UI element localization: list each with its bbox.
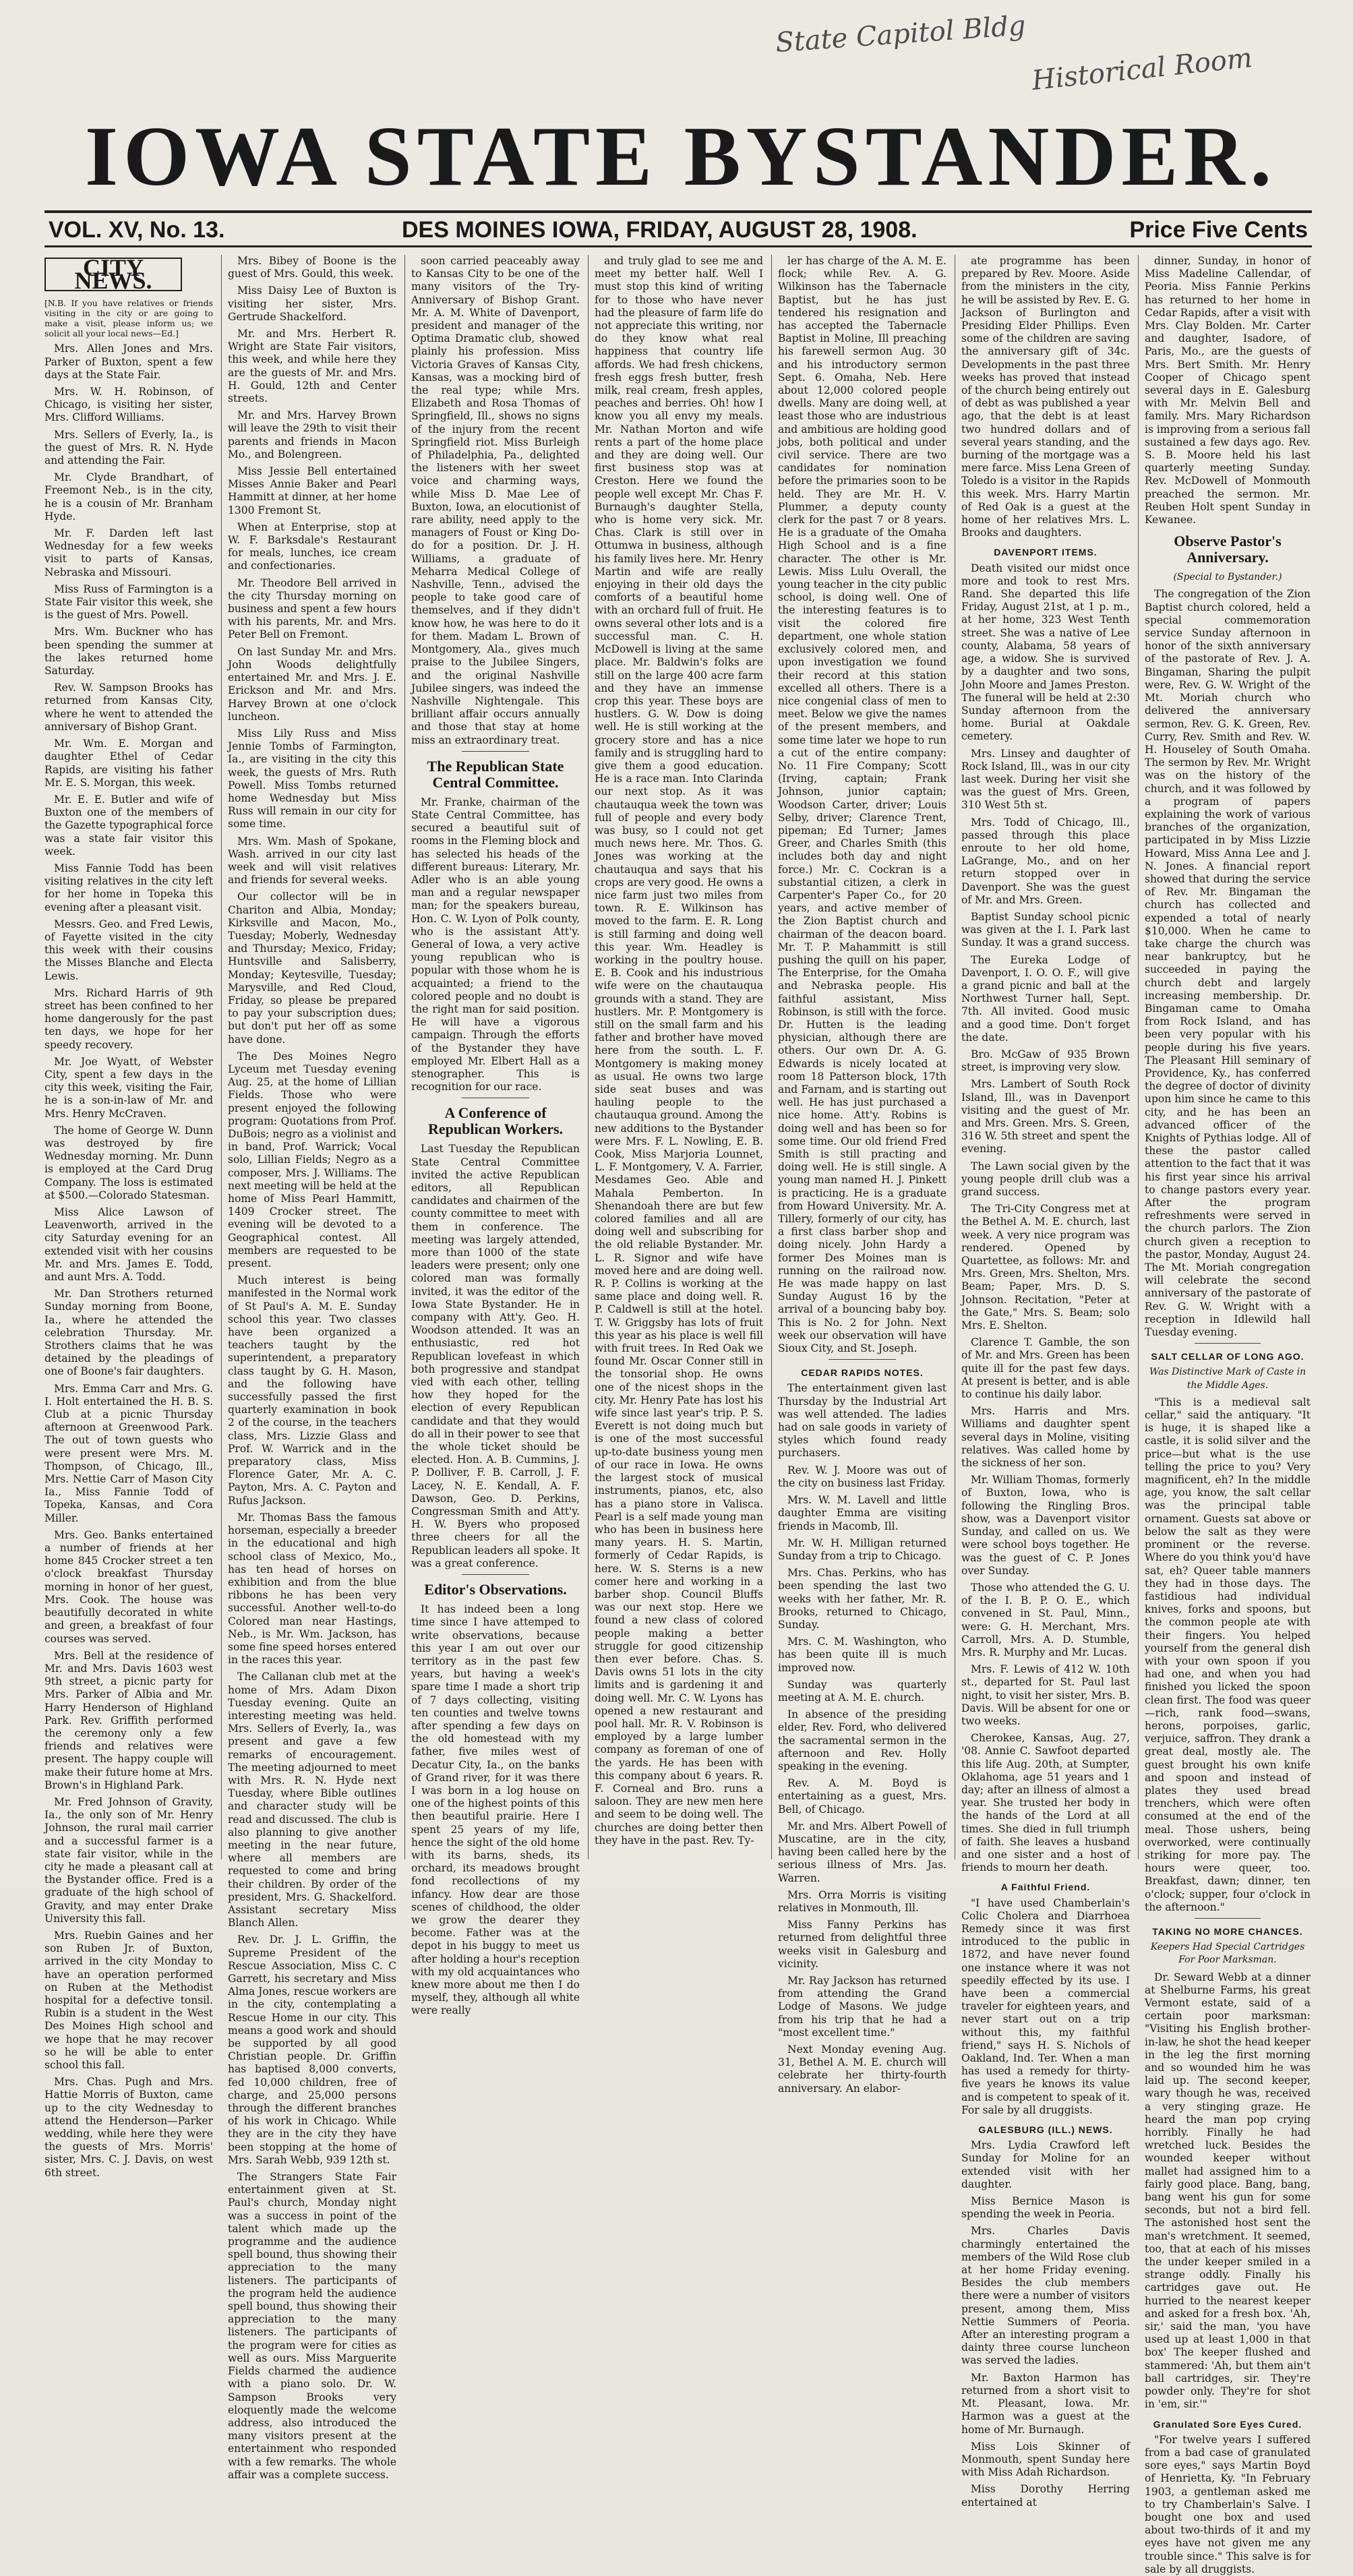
column-rule [221, 255, 222, 1859]
news-item: On last Sunday Mr. and Mrs. John Woods delightfully entertained Mr. and Mrs. J. E. Erickson and Mr. and Mrs. Harvey Brown at one o'clock luncheon. [228, 645, 396, 723]
dateline-bar [44, 210, 1312, 247]
news-item: Death visited our midst once more and took to rest Mrs. Rand. She departed this life Friday, August 21st, at 1 p. m., at her home, 323 West Tenth street. She was a native of Lee county, Alabama, 58 years of age, a widow. She is survived by a daughter and two sons, John Moore and James Preston. The funeral will be held at 2:30 Sunday afternoon from the home. Burial at Oakdale cemetery. [961, 562, 1130, 743]
news-item: Mrs. Richard Harris of 9th street has been confined to her home dangerously for the past ten days, we hope for her speedy recovery. [44, 986, 213, 1051]
divider [462, 1574, 529, 1575]
news-item: The Des Moines Negro Lyceum met Tuesday evening Aug. 25, at the home of Lillian Fields. Those who were present enjoyed the following program: Quotations from Prof. DuBois; negro as a violinist and in band, Prof. Warrick; Vocal solo, Lillian Fields; Negro as a composer, Mrs. J. Williams. The next meeting will be held at the home of Miss Pearl Hammitt, 1409 Crocker street. The evening will be devoted to a Geographical contest. All members are requested to be present. [228, 1050, 396, 1270]
divider [1195, 1918, 1261, 1919]
column-rule [404, 255, 405, 1859]
news-item: Mrs. C. M. Washington, who has been quite ill is much improved now. [778, 1636, 946, 1674]
news-item: Those who attended the G. U. of the I. B. P. O. E., which convened in St. Paul, Minn., were: G. H. Merchant, Mrs. Carroll, Mrs. A. D. Stumble, Mrs. R. Murphy and Mr. Lucas. [961, 1581, 1130, 1658]
news-item: Miss Alice Lawson of Leavenworth, arrived in the city Saturday evening for an extended visit with her cousins Mr. and Mrs. James E. Todd, and aunt Mrs. A. Todd. [44, 1206, 213, 1284]
column-rule [588, 255, 589, 1859]
news-item: Mrs. Charles Davis charmingly entertained the members of the Wild Rose club at her home Friday evening. Besides the club members there were a number of visitors present, among them, Miss Nettie Summers of Peoria. After an interesting program a dainty three course luncheon was served the ladies. [961, 2225, 1130, 2367]
news-item: Mrs. Lambert of South Rock Island, Ill., was in Davenport visiting and the guest of Mr. and Mrs. Green. Mrs. S. Green, 316 W. 5th street and spent the evening. [961, 1078, 1130, 1156]
news-item: Rev. W. J. Moore was out of the city on business last Friday. [778, 1464, 946, 1489]
news-item: Mrs. Allen Jones and Mrs. Parker of Buxton, spent a few days at the State Fair. [44, 342, 213, 381]
col2-items [228, 255, 396, 2482]
news-item: Mrs. Chas. Perkins, who has been spending the last two weeks with her father, Mr. R. Brooks, returned to Chicago, Sunday. [778, 1567, 946, 1631]
news-item: In absence of the presiding elder, Rev. Ford, who delivered the sacramental sermon in the afternoon and Rev. Holly speaking in the evening. [778, 1708, 946, 1772]
article-subheading: Was Distinctive Mark of Caste in the Middle Ages. [1149, 1367, 1306, 1391]
article-continuation: ate programme has been prepared by Rev. Moore. Aside from the ministers in the city, he will be assisted by Rev. E. G. Jackson of Burlington and Presiding Elder Phillips. Even some of the children are saving the anniversary gift of 34c. Developments in the past three weeks has proved that instead of the church being entirely out of debt as was published a year ago, that the debt is at least two hundred dollars and of several years standing, and the burning of the mortgage was a mere farce. Miss Lena Green of Toledo is a visitor in the Rapids this week. Mrs. Harry Martin of Red Oak is a guest at the home of her relatives Mrs. L. Brooks and daughters. [961, 255, 1130, 539]
news-item: The entertainment given last Thursday by the Industrial Art was well attended. The ladies had on sale goods in variety of styles which found ready purchasers. [778, 1382, 946, 1460]
news-item: Mrs. Chas. Pugh and Mrs. Hattie Morris of Buxton, came up to the city Wednesday to attend the Henderson—Parker wedding, while here they were the guests of Mrs. Morris' sister, Mrs. C. J. Davis, on west 6th street. [44, 2076, 213, 2179]
column-4 [595, 255, 763, 1859]
news-item: Mrs. Harris and Mrs. Williams and daughter spent several days in Moline, visiting relatives. Was called home by the sickness of her son. [961, 1405, 1130, 1470]
news-item: Miss Dorothy Herring entertained at [961, 2483, 1130, 2509]
article-continuation: dinner, Sunday, in honor of Miss Madeline Callendar, of Peoria. Miss Fannie Perkins has returned to her home in Cedar Rapids, after a visit with Mrs. Clay Bolden. Mr. Carter and daughter, Isadore, of Paris, Mo., are the guests of Mrs. Bert Smith. Mr. Henry Cooper of Chicago spent several days in E. Galesburg with Mr. Melvin Bell and family. Mrs. Mary Richardson is improving from a serious fall sustained a few days ago. Rev. S. B. Moore held his last quarterly meeting Sunday. Rev. McDowell of Monmouth preached the sermon. Mr. Reuben Holt spent Sunday in Kewanee. [1145, 255, 1311, 527]
news-item: Miss Fanny Perkins has returned from delightful three weeks visit in Galesburg and vicinity. [778, 1919, 946, 1970]
news-item: Mrs. Todd of Chicago, Ill., passed through this place enroute to her old home, LaGrange, Mo., and on her return stopped over in Davenport. She was the guest of Mr. and Mrs. Green. [961, 816, 1130, 906]
news-item: Much interest is being manifested in the Normal work of St Paul's A. M. E. Sunday school this year. Two classes have been organized a teachers taught by the superintendent, a preparatory class taught by G. H. Mason, and the following have successfully passed the first quarterly examination in book 2 of the course, in the teachers class, Mrs. Lizzie Glass and Prof. W. Warrick and in the preparatory class, Miss Florence Gater, Mr. A. C. Payton, Mrs. A. C. Payton and Rufus Jackson. [228, 1274, 396, 1507]
news-item: Mr. Baxton Harmon has returned from a short visit to Mt. Pleasant, Iowa. Mr. Harmon was a guest at the home of Mr. Burnaugh. [961, 2371, 1130, 2436]
handwritten-annotation-2: Historical Room [1030, 42, 1254, 97]
article-heading: The Republican State Central Committee. [427, 757, 564, 791]
editor-note: [N.B. If you have relatives or friends visiting in the city or are going to make a visit, please inform us; we solicit all your local news—Ed.] [44, 298, 213, 339]
article-heading: Observe Pastor's Anniversary. [1174, 533, 1282, 566]
divider [1195, 1343, 1261, 1344]
article-continuation: soon carried peaceably away to Kansas City to be one of the many visitors of the Try-Anniversary of Bishop Grant. Mr. A. M. White of Davenport, president and manager of the Optima Dramatic club, showed plainly his profession. Miss Victoria Graves of Kansas City, Kansas, was a mocking bird of the real type; while Mrs. Elizabeth and Rosa Thomas of Springfield, Ill., shows no signs of the injury from the recent Springfield riot. Miss Burleigh of Philadelphia, Pa., delighted the listeners with her sweet voice and charming ways, while Miss D. Mae Lee of Buxton, Iowa, an elocutionist of rare ability, need apply to the managers of Foust or King Do-do for a position. Dr. J. H. Williams, a graduate of Meharra Medical College of Nashville, Tenn., advised the people to take good care of themselves, and if they didn't know how, he was here to do it for them. Madam L. Brown of Montgomery, Ala., gives much praise to the Jubilee Singers, and the original Nashville Jubilee singers, was indeed the Nashville Nightengale. This brilliant affair occurs annually and those that stay at home miss an extraordinary treat. [411, 255, 580, 746]
news-item: Rev. Dr. J. L. Griffin, the Supreme President of the Rescue Association, Miss C. C Garrett, his secretary and Miss Alma Jones, rescue workers are in the city, contemplating a Rescue Home in our city. This means a good work and should be supported by all good Christian people. Dr. Griffin has baptised 8,000 converts, fed 10,000 children, free of charge, and 25,000 persons through the different branches of his work in Chicago. While they are in the city they have been stopping at the home of Mrs. Sarah Webb, 939 12th st. [228, 1934, 396, 2166]
article-heading: A Conference of Republican Workers. [427, 1104, 564, 1138]
news-item: Rev. A. M. Boyd is entertaining as a guest, Mrs. Bell, of Chicago. [778, 1777, 946, 1816]
news-item: Mr. F. Darden left last Wednesday for a few weeks visit to parts of Kansas, Nebraska and Missouri. [44, 527, 213, 578]
news-item: The Eureka Lodge of Davenport, I. O. O. F., will give a grand picnic and ball at the Northwest Turner hall, Sept. 7th. All invited. Good music and a good time. Don't forget the date. [961, 953, 1130, 1044]
section-heading: Granulated Sore Eyes Cured. [1153, 2418, 1302, 2430]
news-item: Mr. W. H. Milligan returned Sunday from a trip to Chicago. [778, 1536, 946, 1562]
news-item: Mr. Dan Strothers returned Sunday morning from Boone, Ia., where he attended the celebration Thursday. Mr. Strothers claims that he was detained by the pleadings of one of Boone's fair daughters. [44, 1288, 213, 1378]
col1-items [44, 342, 213, 2179]
news-item: Next Monday evening Aug. 31, Bethel A. M. E. church will celebrate her thirty-fourth anniversary. An elabor- [778, 2043, 946, 2095]
news-item: Mr. Theodore Bell arrived in the city Thursday morning on business and spent a few hours with his parents, Mr. and Mrs. Peter Bell on Fremont. [228, 576, 396, 641]
news-item: Mrs. Ruebin Gaines and her son Ruben Jr. of Buxton, arrived in the city Monday to have an operation performed on Ruben at the Methodist hospital for a defective tonsil. Rubin is a student in the West Des Moines High school and we hope that he may recover so he will be able to enter school this fall. [44, 1929, 213, 2071]
news-item: Mr. Wm. E. Morgan and daughter Ethel of Cedar Rapids, are visiting his father Mr. E. S. Morgan, this week. [44, 738, 213, 789]
place-date: DES MOINES IOWA, FRIDAY, AUGUST 28, 1908. [402, 217, 918, 243]
handwritten-annotation: State Capitol Bldg [774, 10, 1027, 59]
news-item: Mrs. W. H. Robinson, of Chicago, is visiting her sister, Mrs. Clifford Williams. [44, 386, 213, 424]
column-7 [1145, 255, 1311, 2575]
column-3 [411, 255, 580, 2017]
news-item: Mr. William Thomas, formerly of Buxton, Iowa, who is following the Ringling Bros. show, was a Davenport visitor Sunday, and called on us. We were school boys together. He was the guest of C. P. Jones over Sunday. [961, 1474, 1130, 1577]
news-item: Miss Daisy Lee of Buxton is visiting her sister, Mrs. Gertrude Shackelford. [228, 284, 396, 323]
news-item: Sunday was quarterly meeting at A. M. E. church. [778, 1678, 946, 1704]
news-item: Miss Russ of Farmington is a State Fair visitor this week, she is the guest of Mrs. Powell. [44, 582, 213, 622]
masthead-title: IOWA STATE BYSTANDER. [85, 110, 1277, 204]
news-item: Mr. and Mrs. Harvey Brown will leave the 29th to visit their parents and friends in Macon Mo., and Bolengreen. [228, 409, 396, 460]
news-item: Mrs. Orra Morris is visiting relatives in Monmouth, Ill. [778, 1888, 946, 1914]
article-body: "This is a medieval salt cellar," said the antiquary. "It is huge, it is shaped like a castle, it is solid silver and the price—but what is the use telling the price to you? Very magnificent, eh? In the middle age, you know, the salt cellar was the principal table ornament. Guests sat above or below the salt as they were prominent or the reverse. Where do you think you'd have sat, eh? Queer table manners they had in those days. The fastidious had individual knives, forks and spoons, but the common people ate with their fingers. You helped yourself from the general dish with your own spoon if you had one, and when you had finished you licked the spoon clean first. The food was queer—rich, rank food—swans, herons, porpoises, garlic, verjuice, saffron. They drank a great deal, mostly ale. The guest brought his own knife and spoon and instead of plates they used bread trenchers, which were often consumed at the end of the meal. Those ushers, being overworked, were continually striking for more pay. The hours were queer, too. Breakfast, dawn; dinner, ten o'clock; supper, four o'clock in the afternoon." [1145, 1396, 1311, 1913]
news-item: Mr. Joe Wyatt, of Webster City, spent a few days in the city this week, visiting the Fair, he is a son-in-law of Mr. and Mrs. Henry McCraven. [44, 1055, 213, 1120]
news-item: The Callanan club met at the home of Mrs. Adam Dixon Tuesday evening. Quite an interesting meeting was held. Mrs. Sellers of Everly, Ia., was present and gave a few remarks of encouragement. The meeting adjourned to meet with Mrs. R. N. Hyde next Tuesday, where Bible outlines and character study will be read and discussed. The club is also planning to give another meeting in the near future, where all members are requested to come and bring their children. By order of the president, Mrs. G. Shackelford. Assistant secretary Miss Blanch Allen. [228, 1671, 396, 1929]
news-item: Our collector will be in Chariton and Albia, Monday; Kirksville and Macon, Mo., Tuesday; Moberly, Wednesday and Thursday; Mexico, Friday; Huntsville and Salisberry, Monday; Keytesville, Tuesday; Marysville, and Red Cloud, Friday, so please be prepared to pay your subscription dues; but don't put her off as some have done. [228, 891, 396, 1046]
column-6 [961, 255, 1130, 2509]
divider [829, 1359, 896, 1360]
section-heading: DAVENPORT ITEMS. [994, 547, 1098, 558]
column-rule [1138, 255, 1139, 1859]
news-item: Mrs. Lydia Crawford left Sunday for Moline for an extended visit with her daughter. [961, 2139, 1130, 2190]
article-subheading: Keepers Had Special Cartridges For Poor Marksman. [1150, 1942, 1305, 1966]
article-body: ler has charge of the A. M. E. flock; while Rev. A. G. Wilkinson has the Tabernacle Baptist, but he has just tendered his resignation and has accepted the Tabernacle Baptist in Moline, Ill preaching his farewell sermon Aug. 30 and his introductory sermon Sept. 6. Omaha, Neb. Here about 12,000 colored people dwells. Many are doing well, at least those who are industrious and ambitious are holding good jobs, both political and under civil service. There are two candidates for nomination before the primaries soon to be held. They are Mr. H. V. Plummer, a deputy county clerk for the past 7 or 8 years. He is a graduate of the Omaha High School and is a fine character. The other is Mr. Lewis. Miss Lulu Overall, the young teacher in the city public school, is doing well. One of the interesting features is to visit the colored fire department, one whole station exclusively colored men, and upon investigation we found their record at this station excelled all others. There is a nice congenial class of men to meet. Below we give the names of the present members, and some time later we hope to run a cut of the entire company: No. 11 Fire Company; Scott (Irving, captain; Frank Johnson, junior captain; Woodson Carter, driver; Louis Selby, driver; Clarence Trent, pipeman; Ed Turner; James Greer, and Charles Smith (this includes both day and night force.) Mr. C. Cockran is a substantial citizen, a clerk in Carpenter's Paper Co., for 20 years, and active member of the Zion Baptist church and chairman of the deacon board. Mr. T. P. Mahammitt is still pushing the quill on his paper, The Enterprise, for the Omaha and Nebraska people. His faithful assistant, Miss Robinson, is still with the force. Dr. Hutten is the leading physician, although there are others. Our own Dr. A. G. Edwards is nicely located at room 18 Patterson block, 17th and Farnam, and is starting out well. He has just purchased a nice home. Att'y. Robins is doing well and has been so for some time. Our old friend Fred Smith is still practing and doing well. He is still single. A young man named H. J. Pinkett is practicing. He is a graduate from Howard University. Mr. A. Tillery, formerly of our city, has a first class barber shop and doing nicely. John Hardy a former Des Moines man is running on the railroad now. He was made happy on last Sunday August 16 by the arrival of a bouncing baby boy. This is No. 2 for John. Next week our observation will have Sioux City, and St. Joseph. [778, 255, 946, 1355]
section-heading: SALT CELLAR OF LONG AGO. [1151, 1351, 1304, 1362]
article-columns [44, 254, 1312, 2575]
advertisement: "I have used Chamberlain's Colic Cholera and Diarrhoea Remedy since it was first introduced to the public in 1872, and have never found one instance where it was not speedily effected by its use. I have been a commercial traveler for eighteen years, and never start out on a trip without this, my faithful friend," says H. S. Nichols of Oakland, Ind. Ter. When a man has used a remedy for thirty-five years he knows its value and is competent to speak of it. For sale by all druggists. [961, 1896, 1130, 2116]
article-body: Last Tuesday the Republican State Central Committee invited the active Republican editors, all Republican candidates and chairmen of the county committee to meet with them in conference. The meeting was largely attended, more than 1000 of the state leaders were present; only one colored man was formally invited, it was the editor of the Iowa State Bystander. He in company with Att'y. Geo. H. Woodson attended. It was an enthusiastic, red hot Republican lovefeast in which both progressive and standpat vied with each other, telling how they hoped for the election of every Republican candidate and that they would do all in their power to see that the whole ticket should be elected. Hon. A. B. Cummins, J. P. Dolliver, F. B. Carroll, J. F. Lacey, N. E. Kendall, A. F. Dawson, Geo. D. Perkins, Congressman Smith and Att'y. H. W. Byers who proposed three cheers for all the Republican leaders all spoke. It was a great conference. [411, 1143, 580, 1569]
price-label: Price Five Cents [1129, 217, 1308, 243]
news-item: Miss Fannie Todd has been visiting relatives in the city left for her home in Topeka this evening after a pleasant visit. [44, 862, 213, 913]
column-rule [771, 255, 772, 1859]
article-heading: Editor's Observations. [424, 1581, 567, 1598]
col5-items [778, 1382, 946, 2095]
news-item: The home of George W. Dunn was destroyed by fire Wednesday morning. Mr. Dunn is employed at the Card Drug Company. The loss is estimated at $500.—Colorado Statesman. [44, 1124, 213, 1201]
col6-items [961, 562, 1130, 1728]
article-body: and truly glad to see me and meet my better half. Well I must stop this kind of writing for to those who have never had the pleasure of farm life do not appreciate this writing, nor do they know what real happiness that country life affords. We had fresh chickens, fresh eggs fresh butter, fresh milk, real cream, fresh apples, peaches and berries. Oh! how I know you all envy my meals. Mr. Nathan Morton and wife rents a part of the home place and they are doing well. Our first business stop was at Creston. Here we found the people well except Mr. Chas F. Burnaugh's daughter Stella, who is home very sick. Mr. Chas. Clark is still over in Ottumwa in business, although his family lives here. Mr. Henry Martin and wife are really enjoying in their old days the comforts of a beautiful home with an orchard full of fruit. He owns several other lots and is a successful man. C. H. McDowell is living at the same place. Mr. Baldwin's folks are still on the large 400 acre farm and they have an immense crop this year. These boys are hustlers. G. W. Dow is doing well. He is still working at the grocery store and has a nice family and is struggling hard to give them a good education. He is a race man. Into Clarinda our next stop. As it was chautauqua week the town was full of people and every body was busy, so I could not get much news here. Mr. Thos. G. Jones was working at the chautauqua and says that his crops are very good. He owns a nice farm just two miles from town. R. E. Wilkinson has moved to the farm. E. R. Long is still farming and doing well this year. Wm. Headley is working in the poultry house. E. B. Cook and his industrious wife were on the chautauqua grounds with a stand. They are hustlers. Mr. P. Montgomery is still on the small farm and his father and brother have moved here from the south. L. F. Montgomery is making money as usual. He owns two large side seat buses and was hauling people to the chautauqua ground. Among the new additions to the Bystander were Mrs. F. L. Nowling, E. B. Cook, Miss Marjoria Lounnet, L. F. Montgomery, V. A. Farrier, Mesdames Geo. Able and Mahala Pemberton. In Shenandoah there are but few colored families and all are doing well and subscribing for the old reliable Bystander. Mr. L. R. Signor and wife have moved here and are doing well. R. P. Collins is working at the same place and doing well. R. P. Caldwell is still at the hotel. T. W. Griggsby has lots of fruit this year as his place is well fill with fruit trees. In Red Oak we found Mr. Oscar Conner still in the tonsorial shop. He owns one of the nicest shops in the city. Mr. Henry Pate has lost his wife since last year's trip. P. S. Everett is not doing much but is one of the most successful up-to-date business young men of our race in Iowa. He owns the largest stock of musical instruments, pianos, etc, also has a piano store in Valisca. Pearl is a self made young man who has been in business here many years. H. S. Martin, formerly of Cedar Rapids, is here. W. S. Sterns is a new comer here and working in a barber shop. Council Bluffs was our next stop. Here we found a new class of colored people making a better struggle for good citizenship then ever before. Chas. S. Davis owns 51 lots in the city limits and is gardening it and doing well. Mr. C. W. Lyons has opened a new restaurant and pool hall. Mr. R. V. Robinson is employed by a large lumber company as foreman of one of the yards. He has been with this company about 6 years. R. F. Corneal and Bro. runs a saloon. They are new men here and seem to be doing well. The churches are doing better then they have in the past. Rev. Ty- [595, 255, 763, 1847]
article-body: The congregation of the Zion Baptist church colored, held a special commemoration service Sunday afternoon in honor of the sixth anniversary of the pastorate of Rev. J. A. Bingaman, Sharing the pulpit were, Rev. G. W. Wright of the Mt. Moriah church who delivered the anniversary sermon, Rev. G. K. Green, Rev. Curry, Rev. Smith and Rev. W. H. Houseley of South Omaha. The sermon by Rev. Mr. Wright was on the history of the church, and it was followed by a program of papers explaining the work of various branches of the organization, participated in by Miss Lizzie Howard, Miss Anna Lee and J. N. Jones. A financial report showed that during the service of Rev. Mr. Bingaman the church has collected and expended a total of nearly $10,000. When he came to take charge the church was near bankruptcy, but he succeeded in paying the church debt and largely increasing membership. Dr. Bingaman came to Omaha from Rock Island, and has been very popular with his people during his five years. The Pleasant Hill seminary of Providence, Ky., has conferred the degree of doctor of divinity upon him since he came to this city, and he has been an advanced officer of the Knights of Pythias lodge. All of these the pastor called attention to the fact that it was his first year since his arrival to change pastors every year. After the program refreshments were served in the church parlors. The Zion church given a reception to the pastor, Monday, August 24. The Mt. Moriah congregation will celebrate the second anniversary of the pastorate of Rev. G. W. Wright with a reception in Idlewild hall Tuesday evening. [1145, 588, 1311, 1339]
city-news-heading: CITY NEWS. [44, 258, 182, 291]
news-item: Mr. E. E. Butler and wife of Buxton one of the members of the Gazette typographical force was a state fair visitor this week. [44, 793, 213, 858]
news-item: Mrs. Linsey and daughter of Rock Island, Ill., was in our city last week. During her visit she was the guest of Mrs. Green, 310 West 5th st. [961, 747, 1130, 812]
news-item: Mrs. Wm. Buckner who has been spending the summer at the lakes returned home Saturday. [44, 626, 213, 678]
news-item: Miss Lois Skinner of Monmouth, spent Sunday here with Miss Adah Richardson. [961, 2440, 1130, 2479]
news-item: Mr. Clyde Brandhart, of Freemont Neb., is in the city, he is a cousin of Mr. Branham Hyde. [44, 471, 213, 522]
news-item: Mr. Thomas Bass the famous horseman, especially a breeder in the educational and high school class of Mexico, Mo., has ten head of horses on exhibition and from the blue ribbons he has been very successful. Another well-to-do Colored man near Hastings, Neb., is Mr. Wm. Jackson, has some fine speed horses entered in the races this year. [228, 1511, 396, 1667]
news-item: The Lawn social given by the young people drill club was a grand success. [961, 1160, 1130, 1199]
news-item: Miss Lily Russ and Miss Jennie Tombs of Farmington, Ia., are visiting in the city this week, the guests of Mrs. Ruth Powell. Miss Tombs returned home Wednesday but Miss Russ will remain in our city for some time. [228, 727, 396, 831]
article-subheading: (Special to Bystander.) [1173, 572, 1282, 583]
news-item: Mrs. Wm. Mash of Spokane, Wash. arrived in our city last week and will visit relatives and friends for several weeks. [228, 835, 396, 887]
news-item: Miss Bernice Mason is spending the week in Peoria. [961, 2195, 1130, 2221]
news-item: Mr. Ray Jackson has returned from attending the Grand Lodge of Masons. We judge from his trip that he had a "most excellent time." [778, 1975, 946, 2039]
news-item: Mrs. F. Lewis of 412 W. 10th st., departed for St. Paul last night, to visit her sister, Mrs. B. Davis. Will be absent for one or two weeks. [961, 1663, 1130, 1727]
news-item: Mr. Fred Johnson of Gravity, Ia., the only son of Mr. Henry Johnson, the rural mail carrier and a successful farmer is a state fair visitor, while in the city he made a pleasant call at the Bystander office. Fred is a graduate of the high school of Gravity, and may enter Drake University this fall. [44, 1795, 213, 1925]
news-item: Rev. W. Sampson Brooks has returned from Kansas City, where he went to attended the anniversary of Bishop Grant. [44, 682, 213, 733]
news-item: Mrs. Bibey of Boone is the guest of Mrs. Gould, this week. [228, 255, 396, 280]
section-heading: TAKING NO MORE CHANCES. [1152, 1925, 1303, 1937]
obituary: Cherokee, Kansas, Aug. 27, '08. Annie C. Sawfoot departed this life Aug. 20th, at Sumpter, Oklahoma, age 51 years and 1 day; after an illness of almost a year. She trusted her body in the hands of the Lord at all times. She died in full triumph of faith. She leaves a husband and one sister and a host of friends to mourn her death. [961, 1732, 1130, 1874]
news-item: Mrs. Geo. Banks entertained a number of friends at her home 845 Crocker street a ten o'clock breakfast Thursday morning in honor of her guest, Mrs. Cook. The house was beautifully decorated in white and green, a breakfast of four courses was served. [44, 1528, 213, 1645]
news-item: When at Enterprise, stop at W. F. Barksdale's Restaurant for meals, lunches, ice cream and confectionaries. [228, 520, 396, 572]
news-item: Messrs. Geo. and Fred Lewis, of Fayette visited in the city this week with their cousins the Misses Blanche and Electa Lewis. [44, 918, 213, 982]
news-item: Mrs. W. M. Lavell and little daughter Emma are visiting friends in Macomb, Ill. [778, 1494, 946, 1532]
news-item: Mrs. Emma Carr and Mrs. G. I. Holt entertained the H. B. S. Club at a picnic Thursday afternoon at Greenwood Park. The out of town guests who were present were Mrs. M. Thompson, of Chicago, Ill., Mrs. Nettie Carr of Mason City Ia., Miss Fannie Todd of Topeka, Kansas, and Cora Miller. [44, 1382, 213, 1524]
news-item: Mrs. Bell at the residence of Mr. and Mrs. Davis 1603 west 9th street, a picnic party for Mrs. Parker of Albia and Mr. Harry Henderson of Highland Park. Rev. Griffith performed the ceremony only a few friends and relatives were present. The happy couple will make their future home at Mrs. Brown's in Highland Park. [44, 1649, 213, 1791]
news-item: Clarence T. Gamble, the son of Mr. and Mrs. Green has been quite ill for the past few days. At present is better, and is able to continue his daily labor. [961, 1336, 1130, 1401]
section-heading: CEDAR RAPIDS NOTES. [801, 1367, 924, 1379]
article-body: Dr. Seward Webb at a dinner at Shelburne Farms, his great Vermont estate, said of a certain poor marksman: "Visiting his English brother-in-law, he shot the head keeper in the leg the first morning and so wounded him he was laid up. The second keeper, wary though he was, received a very stinging graze. He heard the man pop crying horribly. Finally he had wretched luck. Besides the wounded keeper without mallet had assigned him to a fairly good place. Bang, bang, bang went his gun for some seconds, but not a bird fell. The astonished host sent the man's wretchment. It seemed, too, that at each of his misses the under keeper smiled in a strange oddly. Finally his cartridges gave out. He hurried to the nearest keeper and asked for a fresh box. 'Ah, sir,' said the man, 'you have used up at least 1,000 in that box' The keeper flushed and stammered: 'Ah, but them ain't ball cartridges, sir. They're powder only. They're for shot in 'em, sir.'" [1145, 1971, 1311, 2411]
news-item: Bro. McGaw of 935 Brown street, is improving very slow. [961, 1048, 1130, 1074]
news-item: The Tri-City Congress met at the Bethel A. M. E. church, last week. A very nice program was rendered. Opened by Quartettee, as follows: Mr. and Mrs. Green, Mrs. Shelton, Mrs. Beam; Paper, Mrs. D. S. Johnson. Recitation, "Peter at the Gate," Mrs. S. Beam; solo Mrs. E. Shelton. [961, 1203, 1130, 1332]
article-body: It has indeed been a long time since I have attemped to write observations, because this year I am out over our territory as in the past few years, but having a week's spare time I made a short trip of 7 days collecting, visiting ten counties and twelve towns after spending a few days on the old homestead with my father, five miles west of Decatur City, Ia., on the banks of Grand river, for it was there I was born in a log house on one of the highest points of this then beautiful prairie. Here I spent 25 years of my life, hence the sight of the old home with its barns, sheds, its orchard, its meadows brought fond recollections of my infancy. How dear are those scenes of childhood, the older we grow the dearer they become. Father was at the depot in his buggy to meet us after holding a hour's reception with my old acquaintances who knew more about me then I do myself, they, although all white were really [411, 1603, 580, 2017]
col6-items-2 [961, 2139, 1130, 2509]
news-item: Miss Jessie Bell entertained Misses Annie Baker and Pearl Hammitt at dinner, at her home 1300 Fremont St. [228, 465, 396, 516]
section-heading: A Faithful Friend. [1000, 1882, 1091, 1893]
advertisement: "For twelve years I suffered from a bad case of granulated sore eyes," says Martin Boyd of Henrietta, Ky. "In February 1903, a gentleman asked me to try Chamberlain's Salve. I bought one box and used about two-thirds of it and my eyes have not given me any trouble since." This salve is for sale by all druggists. [1145, 2433, 1311, 2575]
news-item: Baptist Sunday school picnic was given at the I. I. Park last Sunday. It was a grand success. [961, 910, 1130, 949]
column-5 [778, 255, 946, 2095]
news-item: Mrs. Sellers of Everly, Ia., is the guest of Mrs. R. N. Hyde and attending the Fair. [44, 428, 213, 467]
section-heading: GALESBURG (ILL.) NEWS. [978, 2124, 1113, 2136]
news-item: The Strangers State Fair entertainment given at St. Paul's church, Monday night was a success in point of the talent which made up the programme and the audience spell bound, thus showing their appreciation to the many listeners. The participants of the program held the audience spell bound, thus showing their appreciation to the many listeners. The participants of the program were for cities as well as ours. Miss Marguerite Fields charmed the audience with a piano solo. Dr. W. Sampson Brooks very eloquently made the welcome address, also introduced the many visitors present at the entertainment who responded with a few remarks. The whole affair was a complete success. [228, 2171, 396, 2481]
column-1 [44, 254, 213, 2179]
news-item: Mr. and Mrs. Herbert R. Wright are State Fair visitors, this week, and while here they are the guests of Mr. and Mrs. H. Gould, 12th and Center streets. [228, 328, 396, 405]
column-2 [228, 255, 396, 2481]
article-body: Mr. Franke, chairman of the State Central Committee, has secured a beautiful suit of rooms in the Fleming block and has selected his heads of the different bureaus: Literary, Mr. Adler who is an able young man and a regular newspaper man; for the speakers bureau, Hon. C. W. Lyon of Polk county, who is the assistant Att'y. General of Iowa, a very active young republican who is popular with those whom he is acquainted; a friend to the colored people and no doubt is the right man for said position. He will have a vigorous campaign. Through the efforts of the Bystander they have employed Mr. Elbert Hall as a stenographer. This is recognition for our race. [411, 796, 580, 1094]
divider [462, 751, 529, 752]
volume-number: VOL. XV, No. 13. [49, 217, 225, 243]
news-item: Mr. and Mrs. Albert Powell of Muscatine, are in the city, having been called here by the serious illness of Mrs. Jas. Warren. [778, 1820, 946, 1884]
